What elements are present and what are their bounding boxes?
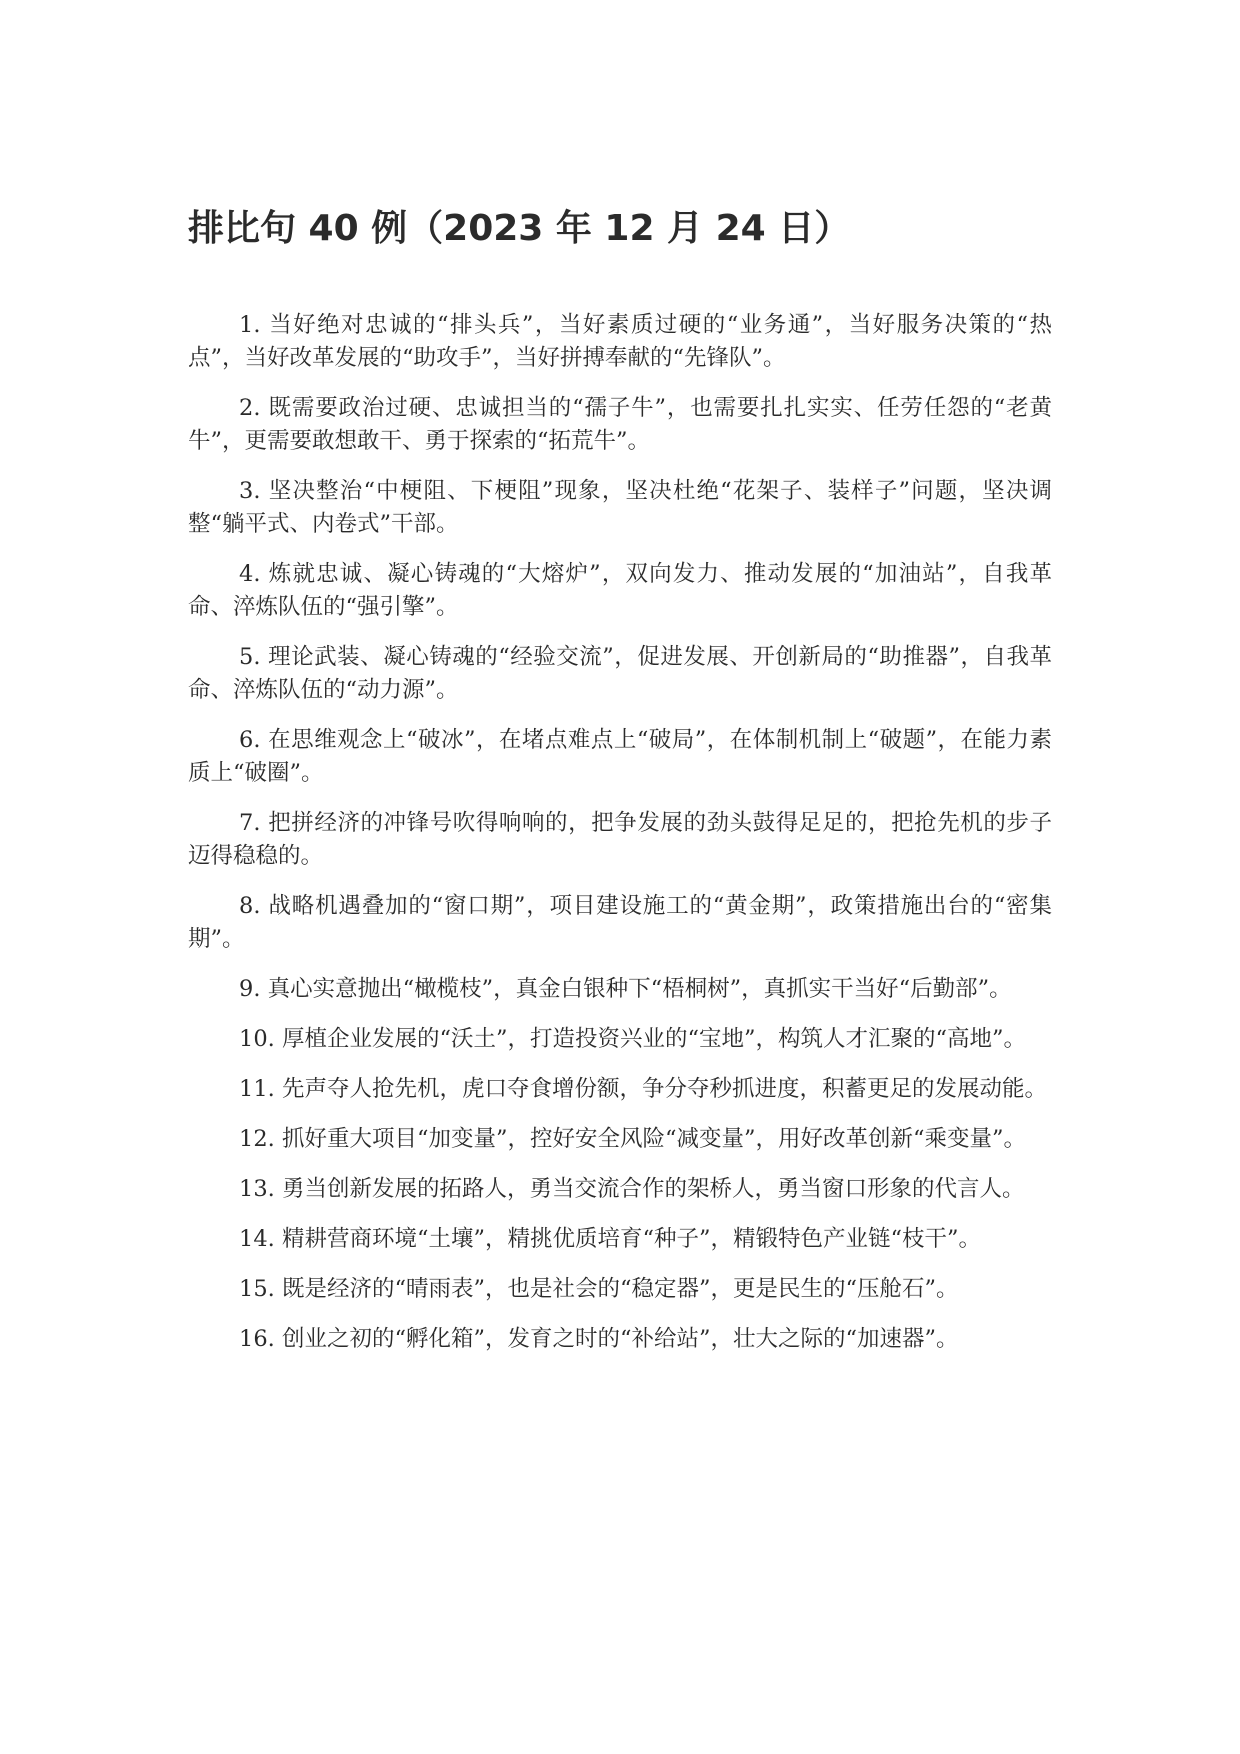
- item-text: 厚植企业发展的“沃土”，打造投资兴业的“宝地”，构筑人才汇聚的“高地”。: [281, 1026, 1026, 1052]
- item-text: 战略机遇叠加的“窗口期”，项目建设施工的“黄金期”，政策措施出台的“密集期”。: [188, 893, 1052, 952]
- item-number: 14.: [239, 1226, 275, 1252]
- item-text: 坚决整治“中梗阻、下梗阻”现象，坚决杜绝“花架子、装样子”问题，坚决调整“躺平式、内卷式”干部。: [188, 478, 1053, 537]
- list-item: [188, 641, 1052, 707]
- document-page: [188, 0, 1052, 1754]
- item-number: 8.: [239, 893, 261, 919]
- item-text: 精耕营商环境“土壤”，精挑优质培育“种子”，精锻特色产业链“枝干”。: [281, 1226, 981, 1252]
- list-item: [188, 1273, 1052, 1306]
- item-text: 理论武装、凝心铸魂的“经验交流”，促进发展、开创新局的“助推器”，自我革命、淬炼队伍的“动力源”。: [188, 644, 1053, 703]
- document-title: 排比句 40 例（2023 年 12 月 24 日）: [188, 208, 851, 249]
- list-item: [188, 1073, 1052, 1106]
- item-number: 4.: [239, 561, 261, 587]
- item-text: 在思维观念上“破冰”，在堵点难点上“破局”，在体制机制上“破题”，在能力素质上“破圈”。: [188, 727, 1052, 786]
- item-number: 5.: [239, 644, 261, 670]
- item-text: 既需要政治过硬、忠诚担当的“孺子牛”，也需要扎扎实实、任劳任怨的“老黄牛”，更需要敢想敢干、勇于探索的“拓荒牛”。: [188, 395, 1053, 454]
- item-number: 9.: [239, 976, 261, 1002]
- item-text: 既是经济的“晴雨表”，也是社会的“稳定器”，更是民生的“压舱石”。: [281, 1276, 959, 1302]
- item-number: 10.: [239, 1026, 275, 1052]
- list-item: [188, 309, 1052, 375]
- list-item: [188, 1173, 1052, 1206]
- item-number: 12.: [239, 1126, 275, 1152]
- list-item: [188, 1223, 1052, 1256]
- list-item: [188, 1023, 1052, 1056]
- list-item: [188, 392, 1052, 458]
- item-text: 勇当创新发展的拓路人，勇当交流合作的架桥人，勇当窗口形象的代言人。: [281, 1176, 1025, 1202]
- item-text: 炼就忠诚、凝心铸魂的“大熔炉”，双向发力、推动发展的“加油站”，自我革命、淬炼队伍的“强引擎”。: [188, 561, 1053, 620]
- list-item: [188, 973, 1052, 1006]
- item-number: 1.: [239, 312, 261, 338]
- item-text: 把拼经济的冲锋号吹得响响的，把争发展的劲头鼓得足足的，把抢先机的步子迈得稳稳的。: [188, 810, 1052, 869]
- item-text: 当好绝对忠诚的“排头兵”，当好素质过硬的“业务通”，当好服务决策的“热点”，当好改革发展的“助攻手”，当好拼搏奉献的“先锋队”。: [188, 312, 1053, 371]
- list-item: [188, 807, 1052, 873]
- item-number: 6.: [239, 727, 261, 753]
- item-number: 11.: [239, 1076, 275, 1102]
- list-item: [188, 475, 1052, 541]
- item-number: 7.: [239, 810, 261, 836]
- list-item: [188, 1323, 1052, 1356]
- list-item: [188, 724, 1052, 790]
- item-list: [188, 309, 1052, 1373]
- item-text: 抓好重大项目“加变量”，控好安全风险“减变量”，用好改革创新“乘变量”。: [281, 1126, 1026, 1152]
- list-item: [188, 1123, 1052, 1156]
- list-item: [188, 558, 1052, 624]
- item-text: 创业之初的“孵化箱”，发育之时的“补给站”，壮大之际的“加速器”。: [281, 1326, 959, 1352]
- item-number: 15.: [239, 1276, 275, 1302]
- item-number: 16.: [239, 1326, 275, 1352]
- item-text: 先声夺人抢先机，虎口夺食增份额，争分夺秒抓进度，积蓄更足的发展动能。: [281, 1076, 1047, 1102]
- item-number: 3.: [239, 478, 261, 504]
- item-text: 真心实意抛出“橄榄枝”，真金白银种下“梧桐树”，真抓实干当好“后勤部”。: [267, 976, 1012, 1002]
- list-item: [188, 890, 1052, 956]
- item-number: 2.: [239, 395, 261, 421]
- item-number: 13.: [239, 1176, 275, 1202]
